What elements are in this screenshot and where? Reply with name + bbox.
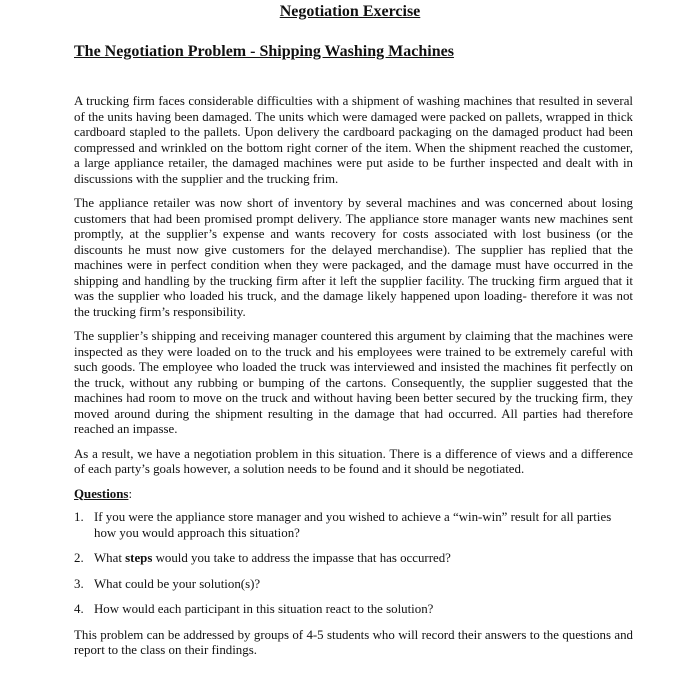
question-number: 1. xyxy=(74,510,84,524)
closing-paragraph: This problem can be addressed by groups of 4-5 students who will record their answers to the questions and report to the class on their findings. xyxy=(74,627,633,657)
question-text: How would each participant in this situation react to the solution? xyxy=(94,602,434,616)
question-text-start: What xyxy=(94,551,126,565)
questions-heading xyxy=(74,487,633,503)
document-title: Negotiation Exercise xyxy=(279,3,421,20)
question-number: 3. xyxy=(74,576,84,591)
questions-list xyxy=(74,510,633,618)
question-item-1 xyxy=(74,510,633,541)
paragraph-3: The supplier’s shipping and receiving manager countered this argument by claiming that the machines were inspected as they were loaded on to the truck and his employees were trained to be extremely careful with such goods. The employee who loaded the truck was interviewed and insisted the machines fit perfectly on the truck, without any rubbing or bumping of the cartons. Consequently, the supplier suggested that the machines had room to move on the truck and without having been better secured by the trucking firm, they moved around during the shipment resulting in the damage that had occurred. All parties had therefore reached an impasse. xyxy=(74,329,633,436)
question-bold-term: steps xyxy=(125,551,153,565)
question-item-4 xyxy=(74,602,633,618)
question-item-3 xyxy=(74,577,633,593)
question-text-end: would you take to address the impasse that has occurred? xyxy=(152,551,451,565)
questions-heading-colon: : xyxy=(128,486,133,501)
questions-heading-text: Questions xyxy=(74,486,129,501)
paragraph-1: A trucking firm faces considerable difficulties with a shipment of washing machines that resulted in several of the units having been damaged. The units which were damaged were packed on pallets, wrapped in thick cardboard stapled to the pallets. Upon delivery the cardboard packaging on the damaged product had been compressed and wrinkled on the bottom right corner of the item. When the shipment reached the customer, a large appliance retailer, the damaged machines were put aside to be further inspected and dealt with in discussions with the supplier and the trucking frim. xyxy=(74,94,633,186)
paragraph-4: As a result, we have a negotiation problem in this situation. There is a difference of views and a difference of each party’s goals however, a solution needs to be found and it should be negotiated. xyxy=(74,446,633,476)
section-title: The Negotiation Problem - Shipping Washing Machines xyxy=(74,43,454,60)
question-text: If you were the appliance store manager and you wished to achieve a “win-win” result for all parties how you would approach this situation? xyxy=(94,510,612,540)
document-body xyxy=(74,94,633,668)
question-text: What could be your solution(s)? xyxy=(94,576,261,591)
paragraph-2: The appliance retailer was now short of inventory by several machines and was concerned about losing customers that had been promised prompt delivery. The appliance store manager wants new machines sent promptly, at the supplier’s expense and wants recovery for costs associated with lost business (or the discounts he must now give customers for the delayed merchandise). The supplier has replied that the machines were in perfect condition when they were packaged, and the damage must have occurred in the shipping and handling by the trucking firm after it left the supplier facility. The trucking firm argued that it was the supplier who loaded his truck, and the damage likely happened upon loading- therefore it was not the trucking firm’s responsibility. xyxy=(74,196,633,319)
question-number: 4. xyxy=(74,602,84,616)
question-number: 2. xyxy=(74,551,84,565)
question-item-2 xyxy=(74,551,633,567)
